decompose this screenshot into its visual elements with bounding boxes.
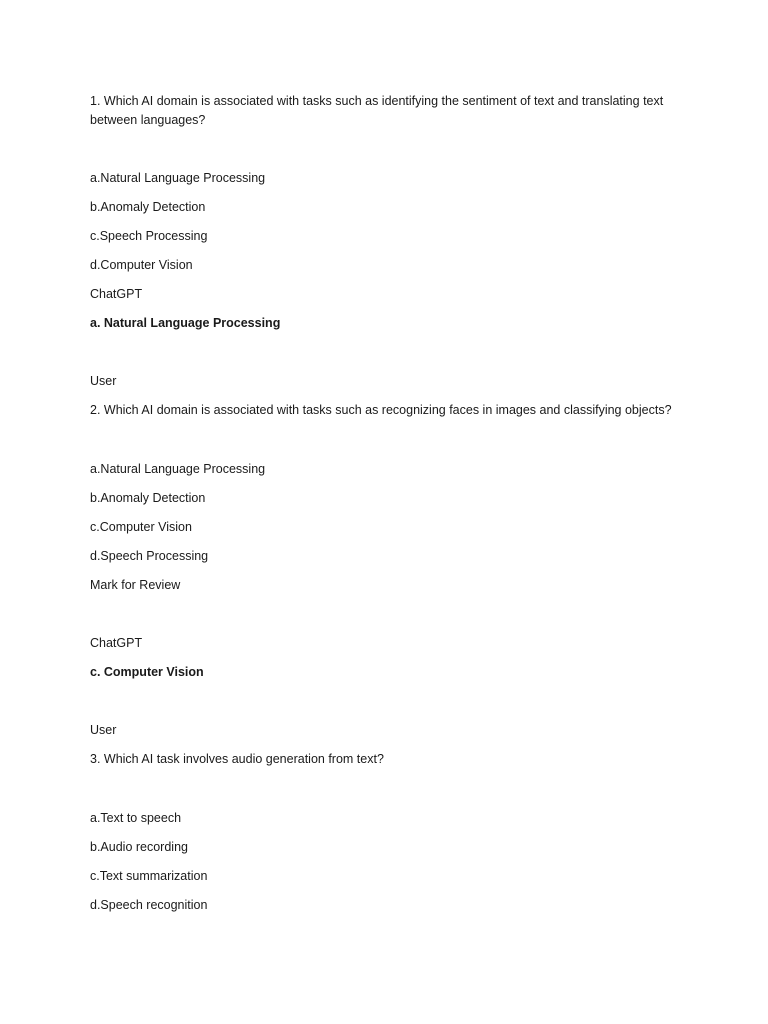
- question-1-text: 1. Which AI domain is associated with tasks such as identifying the sentiment of text and translating text between languages?: [90, 94, 664, 127]
- question-1-option-b: b.Anomaly Detection: [90, 200, 206, 214]
- question-2-option-d: d.Speech Processing: [90, 549, 209, 563]
- question-3-speaker: User: [90, 723, 117, 737]
- question-1-option-c: c.Speech Processing: [90, 229, 208, 243]
- question-3-option-b: b.Audio recording: [90, 840, 188, 854]
- question-2-speaker: User: [90, 374, 117, 388]
- question-2-responder: ChatGPT: [90, 636, 143, 650]
- question-2-answer: c. Computer Vision: [90, 665, 204, 679]
- question-2-option-c: c.Computer Vision: [90, 520, 192, 534]
- question-1-answer: a. Natural Language Processing: [90, 316, 281, 330]
- question-3-option-c: c.Text summarization: [90, 869, 208, 883]
- question-1-option-a: a.Natural Language Processing: [90, 171, 266, 185]
- question-1-responder: ChatGPT: [90, 287, 143, 301]
- question-2-option-a: a.Natural Language Processing: [90, 462, 266, 476]
- question-3-text: 3. Which AI task involves audio generation from text?: [90, 752, 384, 766]
- question-2-text: 2. Which AI domain is associated with tasks such as recognizing faces in images and classifying objects?: [90, 403, 672, 417]
- question-2-mark-for-review: Mark for Review: [90, 578, 181, 592]
- question-3-option-a: a.Text to speech: [90, 811, 182, 825]
- question-3-option-d: d.Speech recognition: [90, 898, 208, 912]
- question-2-option-b: b.Anomaly Detection: [90, 491, 206, 505]
- question-1-option-d: d.Computer Vision: [90, 258, 193, 272]
